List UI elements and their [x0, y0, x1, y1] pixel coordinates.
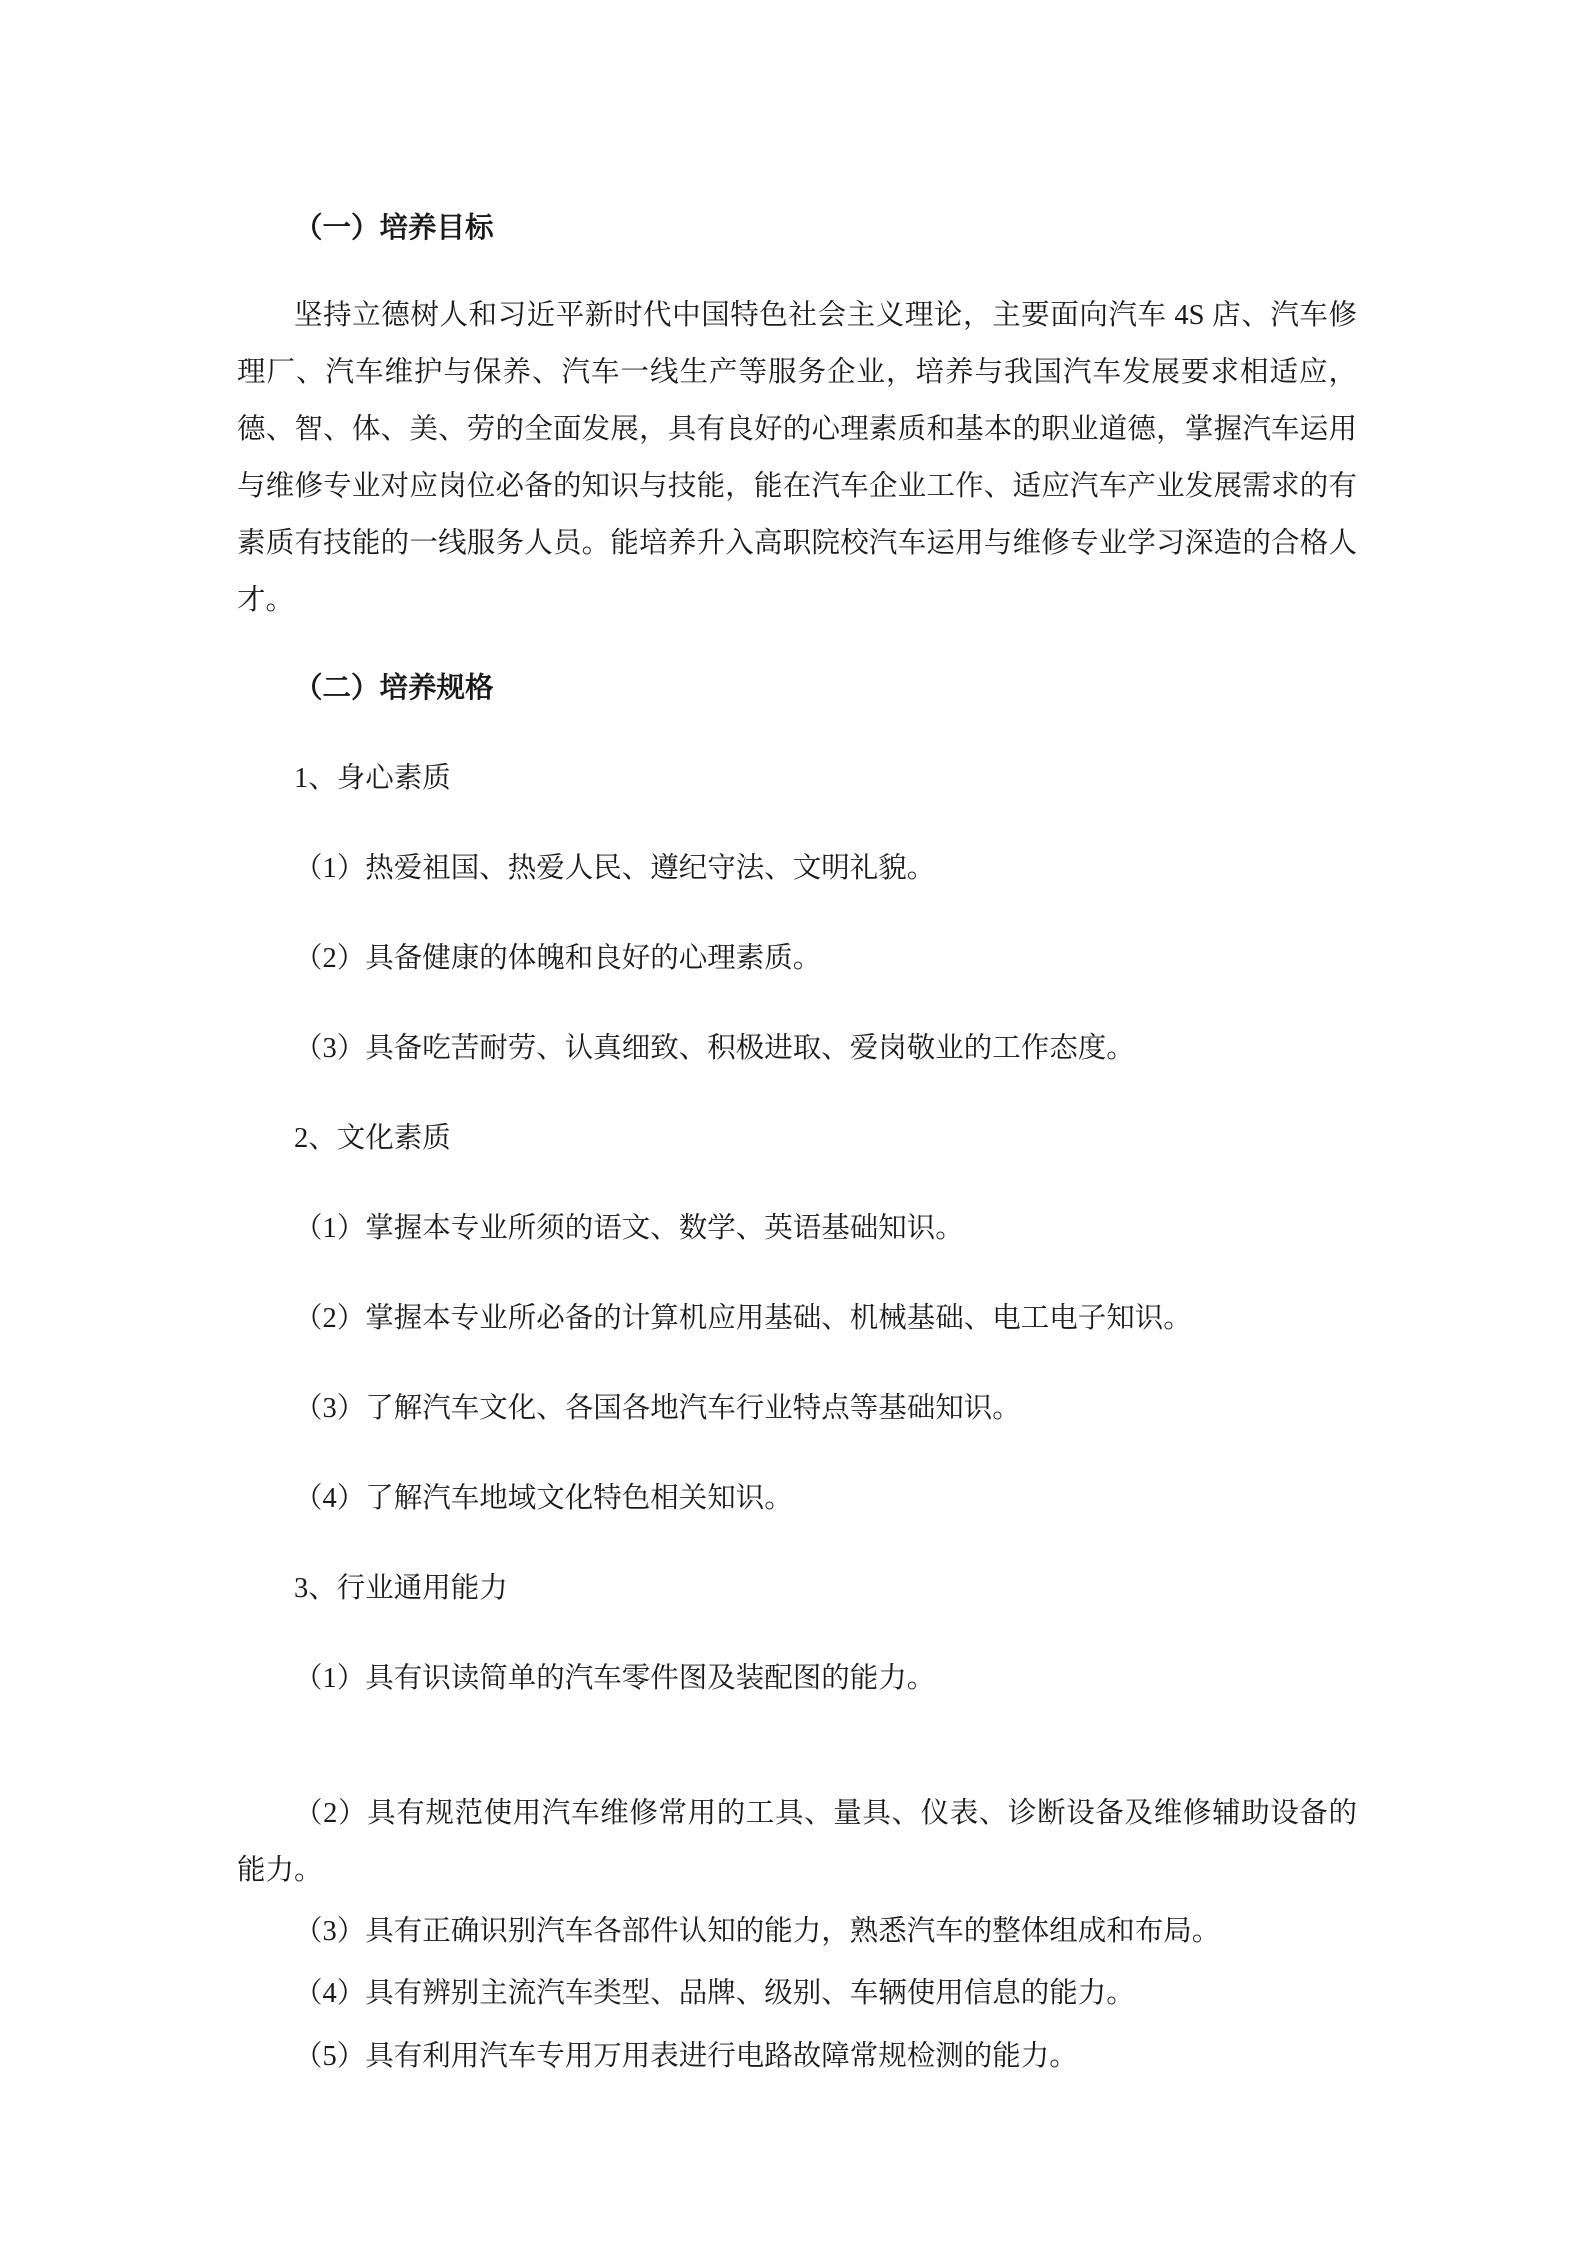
section-heading-training-objectives: （一）培养目标: [294, 213, 494, 244]
list-item: （2）具有规范使用汽车维修常用的工具、量具、仪表、诊断设备及维修辅助设备的能力。: [237, 1798, 1357, 1886]
list-item: （2）具备健康的体魄和良好的心理素质。: [294, 943, 822, 974]
document-content: [237, 200, 1357, 2085]
list-item: （1）掌握本专业所须的语文、数学、英语基础知识。: [294, 1213, 964, 1244]
list-item: （4）了解汽车地域文化特色相关知识。: [294, 1483, 793, 1514]
list-item: （3）具有正确识别汽车各部件认知的能力，熟悉汽车的整体组成和布局。: [294, 1916, 1221, 1947]
list-item: （3）了解汽车文化、各国各地汽车行业特点等基础知识。: [294, 1393, 1021, 1424]
subsection-title-physical-mental-quality: 1、身心素质: [294, 763, 451, 794]
list-item: （1）热爱祖国、热爱人民、遵纪守法、文明礼貌。: [294, 853, 936, 884]
list-item: （5）具有利用汽车专用万用表进行电路故障常规检测的能力。: [294, 2041, 1078, 2072]
subsection-title-cultural-quality: 2、文化素质: [294, 1123, 451, 1154]
section-heading-training-specifications: （二）培养规格: [294, 673, 494, 704]
training-objectives-paragraph: 坚持立德树人和习近平新时代中国特色社会主义理论，主要面向汽车 4S 店、汽车修理厂、汽车维护与保养、汽车一线生产等服务企业，培养与我国汽车发展要求相适应，德、智、体、美、劳的全面发展，具有良好的心理素质和基本的职业道德，掌握汽车运用与维修专业对应岗位必备的知识与技能，能在汽车企业工作、适应汽车产业发展需求的有素质有技能的一线服务人员。能培养升入高职院校汽车运用与维修专业学习深造的合格人才。: [237, 300, 1357, 616]
list-item: （1）具有识读简单的汽车零件图及装配图的能力。: [294, 1663, 936, 1694]
list-item: （3）具备吃苦耐劳、认真细致、积极进取、爱岗敬业的工作态度。: [294, 1033, 1135, 1064]
subsection-title-industry-general-ability: 3、行业通用能力: [294, 1573, 508, 1604]
list-item: （2）掌握本专业所必备的计算机应用基础、机械基础、电工电子知识。: [294, 1303, 1192, 1334]
list-item: （4）具有辨别主流汽车类型、品牌、级别、车辆使用信息的能力。: [294, 1978, 1135, 2009]
